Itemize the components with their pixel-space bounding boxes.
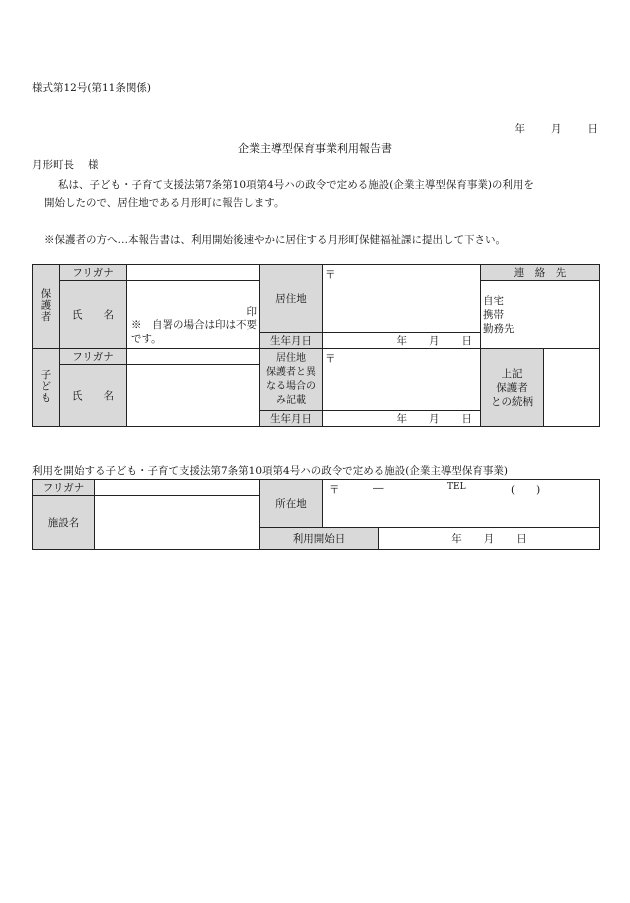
start-date-label: 利用開始日 xyxy=(260,528,379,550)
seal-mark: 印 xyxy=(246,305,257,318)
facility-section-title: 利用を開始する子ども・子育て支援法第7条第10項第4号ハの政令で定める施設(企業主導型保育事業) xyxy=(32,465,508,477)
child-birth-year: 年 xyxy=(396,413,407,425)
date-day-label: 日 xyxy=(587,123,598,135)
contact-mobile: 携帯 xyxy=(483,308,504,321)
guardian-birthdate-label: 生年月日 xyxy=(260,333,323,349)
guardian-name-field[interactable] xyxy=(127,281,260,349)
submission-note: ※保護者の方へ…本報告書は、利用開始後速やかに居住する月形町保健福祉課に提出して下さい。 xyxy=(44,234,506,246)
guardian-name-label: 氏 名 xyxy=(60,281,127,349)
guardian-label-cell xyxy=(33,265,60,349)
guardian-residence-field[interactable] xyxy=(323,265,481,333)
child-furigana-field[interactable] xyxy=(127,349,260,365)
guardian-child-table xyxy=(32,264,600,427)
form-number: 様式第12号(第11条関係) xyxy=(32,82,151,94)
child-birth-month: 月 xyxy=(429,413,440,425)
guardian-postal-mark: 〒 xyxy=(325,269,336,281)
facility-tel-label: TEL xyxy=(447,482,466,492)
child-residence-field[interactable] xyxy=(323,349,481,411)
addressee xyxy=(32,157,99,172)
facility-location-label: 所在地 xyxy=(260,480,323,528)
facility-name-label: 施設名 xyxy=(33,496,95,550)
start-year: 年 xyxy=(451,533,462,545)
guardian-birth-year: 年 xyxy=(396,335,407,347)
relation-label: 上記 保護者 との続柄 xyxy=(481,349,544,427)
child-label: 子ども xyxy=(39,368,52,404)
date-month-label: 月 xyxy=(551,123,562,135)
child-name-field[interactable] xyxy=(127,365,260,427)
child-postal-mark: 〒 xyxy=(325,353,336,365)
guardian-residence-label: 居住地 xyxy=(260,265,323,333)
addressee-name: 月形町長 xyxy=(32,159,74,171)
relation-field[interactable] xyxy=(544,349,600,427)
child-name-label: 氏 名 xyxy=(60,365,127,427)
contact-field[interactable] xyxy=(481,281,600,349)
child-birthdate-field[interactable] xyxy=(323,411,481,427)
child-birth-day: 日 xyxy=(461,413,472,425)
start-date-field[interactable] xyxy=(379,528,600,550)
facility-name-field[interactable] xyxy=(95,496,260,550)
contact-home: 自宅 xyxy=(483,294,504,307)
facility-postal-dash: ― xyxy=(373,482,384,494)
addressee-honorific: 様 xyxy=(88,159,99,171)
facility-furigana-label: フリガナ xyxy=(33,480,95,496)
date-year-label: 年 xyxy=(514,123,525,135)
guardian-furigana-field[interactable] xyxy=(127,265,260,281)
facility-table xyxy=(32,479,600,550)
guardian-birthdate-field[interactable] xyxy=(323,333,481,349)
facility-location-field[interactable] xyxy=(323,480,600,528)
facility-postal-mark: 〒 xyxy=(329,484,340,496)
statement-line-1: 私は、子ども・子育て支援法第7条第10項第4号ハの政令で定める施設(企業主導型保育事業)の利用を xyxy=(58,179,534,191)
statement-line-2: 開始したので、居住地である月形町に報告します。 xyxy=(44,197,285,209)
start-day: 日 xyxy=(516,533,527,545)
report-date xyxy=(489,121,599,136)
start-month: 月 xyxy=(483,533,495,545)
contact-header: 連 絡 先 xyxy=(481,265,600,281)
child-furigana-label: フリガナ xyxy=(60,349,127,365)
child-label-cell xyxy=(33,349,60,427)
guardian-birth-month: 月 xyxy=(429,335,440,347)
seal-note: ※ 自署の場合は印は不要です。 xyxy=(131,318,257,345)
guardian-birth-day: 日 xyxy=(461,335,472,347)
child-residence-label: 居住地 保護者と異なる場合のみ記載 xyxy=(260,349,323,411)
guardian-label: 保護者 xyxy=(39,287,52,323)
facility-tel-paren: ( ) xyxy=(511,484,541,496)
facility-furigana-field[interactable] xyxy=(95,480,260,496)
guardian-furigana-label: フリガナ xyxy=(60,265,127,281)
child-birthdate-label: 生年月日 xyxy=(260,411,323,427)
document-title: 企業主導型保育事業利用報告書 xyxy=(238,142,392,155)
contact-work: 勤務先 xyxy=(483,322,515,335)
